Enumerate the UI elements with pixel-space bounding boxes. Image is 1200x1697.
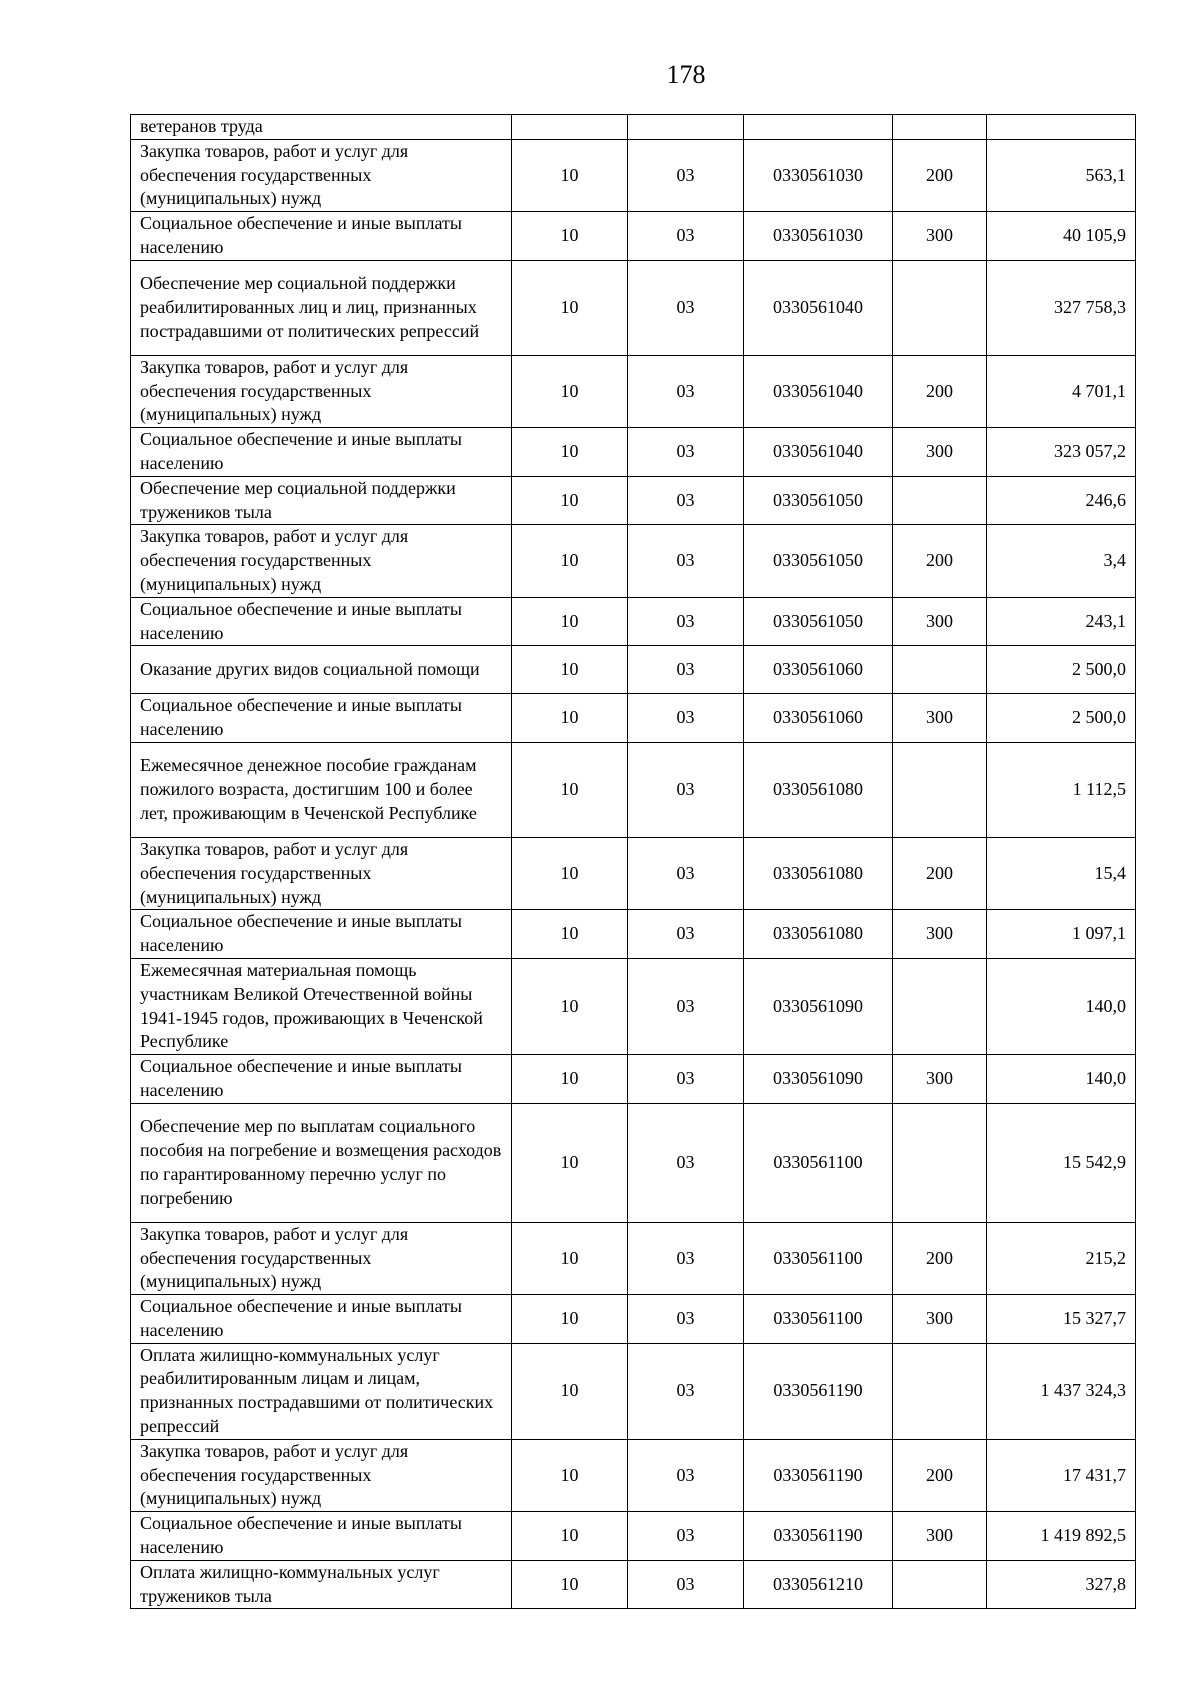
table-row <box>131 476 1136 525</box>
row-subsection: 03 <box>628 837 744 909</box>
row-target-article: 0330561040 <box>744 260 893 355</box>
row-name: Обеспечение мер социальной поддержки реабилитированных лиц и лиц, признанных пострадавшими от политических репрессий <box>131 260 512 355</box>
row-expense-type: 300 <box>893 1295 987 1344</box>
row-name: Ежемесячное денежное пособие гражданам пожилого возраста, достигшим 100 и более лет, проживающим в Чеченской Республике <box>131 742 512 837</box>
row-amount: 1 419 892,5 <box>987 1512 1136 1561</box>
row-target-article: 0330561060 <box>744 694 893 743</box>
page-number: 178 <box>666 60 706 89</box>
row-name: Социальное обеспечение и иные выплаты населению <box>131 694 512 743</box>
row-section: 10 <box>512 958 628 1054</box>
row-section: 10 <box>512 525 628 597</box>
row-amount: 3,4 <box>987 525 1136 597</box>
row-name: Оплата жилищно-коммунальных услуг реабилитированным лицам и лицам, признанных пострадавшими от политических репрессий <box>131 1343 512 1439</box>
row-section: 10 <box>512 597 628 646</box>
row-name: Ежемесячная материальная помощь участникам Великой Отечественной войны 1941-1945 годов, проживающих в Чеченской Республике <box>131 958 512 1054</box>
row-amount: 40 105,9 <box>987 212 1136 261</box>
table-row <box>131 115 1136 140</box>
row-subsection: 03 <box>628 597 744 646</box>
row-expense-type: 200 <box>893 837 987 909</box>
row-amount: 1 097,1 <box>987 910 1136 959</box>
row-subsection: 03 <box>628 355 744 427</box>
budget-table <box>130 114 1136 1609</box>
row-name: Закупка товаров, работ и услуг для обеспечения государственных (муниципальных) нужд <box>131 1439 512 1511</box>
row-section: 10 <box>512 1512 628 1561</box>
row-target-article: 0330561030 <box>744 212 893 261</box>
row-amount: 327 758,3 <box>987 260 1136 355</box>
row-amount: 2 500,0 <box>987 646 1136 694</box>
row-section: 10 <box>512 837 628 909</box>
table-row <box>131 742 1136 837</box>
table-row <box>131 1439 1136 1511</box>
row-name: Социальное обеспечение и иные выплаты населению <box>131 1512 512 1561</box>
row-expense-type <box>893 476 987 525</box>
row-expense-type: 200 <box>893 355 987 427</box>
row-target-article: 0330561050 <box>744 476 893 525</box>
row-name: Обеспечение мер по выплатам социального пособия на погребение и возмещения расходов по гарантированному перечню услуг по погребению <box>131 1103 512 1222</box>
row-section: 10 <box>512 428 628 477</box>
row-amount: 1 112,5 <box>987 742 1136 837</box>
table-row <box>131 355 1136 427</box>
row-expense-type: 300 <box>893 1512 987 1561</box>
row-amount: 246,6 <box>987 476 1136 525</box>
row-amount: 4 701,1 <box>987 355 1136 427</box>
row-target-article <box>744 115 893 140</box>
row-section: 10 <box>512 260 628 355</box>
row-expense-type: 200 <box>893 139 987 211</box>
row-expense-type: 300 <box>893 910 987 959</box>
row-target-article: 0330561040 <box>744 355 893 427</box>
table-row <box>131 597 1136 646</box>
row-target-article: 0330561090 <box>744 1055 893 1104</box>
row-subsection: 03 <box>628 428 744 477</box>
row-target-article: 0330561050 <box>744 525 893 597</box>
row-section: 10 <box>512 742 628 837</box>
row-subsection: 03 <box>628 212 744 261</box>
row-expense-type: 300 <box>893 428 987 477</box>
table-row <box>131 1343 1136 1439</box>
row-subsection: 03 <box>628 139 744 211</box>
row-target-article: 0330561080 <box>744 837 893 909</box>
row-subsection: 03 <box>628 910 744 959</box>
row-target-article: 0330561190 <box>744 1343 893 1439</box>
row-expense-type <box>893 115 987 140</box>
table-body <box>131 115 1136 1609</box>
row-subsection: 03 <box>628 525 744 597</box>
table-row <box>131 958 1136 1054</box>
row-section: 10 <box>512 212 628 261</box>
row-expense-type <box>893 958 987 1054</box>
row-section: 10 <box>512 646 628 694</box>
row-expense-type: 300 <box>893 694 987 743</box>
row-subsection: 03 <box>628 1103 744 1222</box>
row-expense-type: 300 <box>893 212 987 261</box>
row-amount: 563,1 <box>987 139 1136 211</box>
row-amount: 140,0 <box>987 1055 1136 1104</box>
row-target-article: 0330561090 <box>744 958 893 1054</box>
table-row <box>131 1295 1136 1344</box>
row-amount: 215,2 <box>987 1222 1136 1294</box>
row-expense-type <box>893 646 987 694</box>
row-expense-type <box>893 1560 987 1609</box>
row-amount: 15 542,9 <box>987 1103 1136 1222</box>
row-amount: 243,1 <box>987 597 1136 646</box>
row-section: 10 <box>512 1560 628 1609</box>
row-expense-type <box>893 1343 987 1439</box>
table-row <box>131 837 1136 909</box>
row-name: Закупка товаров, работ и услуг для обеспечения государственных (муниципальных) нужд <box>131 1222 512 1294</box>
row-target-article: 0330561190 <box>744 1512 893 1561</box>
table-row <box>131 428 1136 477</box>
row-subsection: 03 <box>628 1222 744 1294</box>
row-target-article: 0330561100 <box>744 1295 893 1344</box>
row-section <box>512 115 628 140</box>
row-amount: 15,4 <box>987 837 1136 909</box>
row-target-article: 0330561210 <box>744 1560 893 1609</box>
row-target-article: 0330561040 <box>744 428 893 477</box>
row-subsection: 03 <box>628 646 744 694</box>
table-row <box>131 1560 1136 1609</box>
row-expense-type: 200 <box>893 1222 987 1294</box>
row-name: Закупка товаров, работ и услуг для обеспечения государственных (муниципальных) нужд <box>131 525 512 597</box>
row-name: Социальное обеспечение и иные выплаты населению <box>131 1055 512 1104</box>
row-amount: 1 437 324,3 <box>987 1343 1136 1439</box>
row-expense-type: 200 <box>893 525 987 597</box>
table-row <box>131 525 1136 597</box>
row-subsection: 03 <box>628 260 744 355</box>
row-section: 10 <box>512 694 628 743</box>
row-name: Закупка товаров, работ и услуг для обеспечения государственных (муниципальных) нужд <box>131 837 512 909</box>
row-target-article: 0330561100 <box>744 1103 893 1222</box>
row-subsection <box>628 115 744 140</box>
row-subsection: 03 <box>628 958 744 1054</box>
row-subsection: 03 <box>628 1055 744 1104</box>
row-amount <box>987 115 1136 140</box>
row-section: 10 <box>512 476 628 525</box>
row-section: 10 <box>512 139 628 211</box>
table-row <box>131 646 1136 694</box>
row-subsection: 03 <box>628 1560 744 1609</box>
table-row <box>131 1222 1136 1294</box>
row-expense-type <box>893 742 987 837</box>
row-subsection: 03 <box>628 742 744 837</box>
row-name: Социальное обеспечение и иные выплаты населению <box>131 597 512 646</box>
row-expense-type <box>893 260 987 355</box>
row-section: 10 <box>512 355 628 427</box>
row-subsection: 03 <box>628 1295 744 1344</box>
row-target-article: 0330561030 <box>744 139 893 211</box>
row-section: 10 <box>512 1222 628 1294</box>
row-section: 10 <box>512 1295 628 1344</box>
row-target-article: 0330561100 <box>744 1222 893 1294</box>
table-row <box>131 1055 1136 1104</box>
row-target-article: 0330561050 <box>744 597 893 646</box>
row-subsection: 03 <box>628 476 744 525</box>
row-amount: 323 057,2 <box>987 428 1136 477</box>
row-target-article: 0330561190 <box>744 1439 893 1511</box>
row-name: Обеспечение мер социальной поддержки тружеников тыла <box>131 476 512 525</box>
row-subsection: 03 <box>628 1512 744 1561</box>
row-expense-type <box>893 1103 987 1222</box>
row-name: Оплата жилищно-коммунальных услуг тружеников тыла <box>131 1560 512 1609</box>
table-row <box>131 212 1136 261</box>
row-amount: 140,0 <box>987 958 1136 1054</box>
row-name: ветеранов труда <box>131 115 512 140</box>
row-section: 10 <box>512 1343 628 1439</box>
row-name: Закупка товаров, работ и услуг для обеспечения государственных (муниципальных) нужд <box>131 139 512 211</box>
row-amount: 17 431,7 <box>987 1439 1136 1511</box>
table-row <box>131 139 1136 211</box>
row-target-article: 0330561060 <box>744 646 893 694</box>
row-target-article: 0330561080 <box>744 910 893 959</box>
row-name: Закупка товаров, работ и услуг для обеспечения государственных (муниципальных) нужд <box>131 355 512 427</box>
table-row <box>131 1103 1136 1222</box>
row-name: Социальное обеспечение и иные выплаты населению <box>131 910 512 959</box>
table-row <box>131 694 1136 743</box>
row-name: Социальное обеспечение и иные выплаты населению <box>131 428 512 477</box>
row-section: 10 <box>512 1055 628 1104</box>
table-row <box>131 1512 1136 1561</box>
row-name: Социальное обеспечение и иные выплаты населению <box>131 1295 512 1344</box>
row-subsection: 03 <box>628 1439 744 1511</box>
row-expense-type: 200 <box>893 1439 987 1511</box>
row-subsection: 03 <box>628 1343 744 1439</box>
row-name: Оказание других видов социальной помощи <box>131 646 512 694</box>
row-name: Социальное обеспечение и иные выплаты населению <box>131 212 512 261</box>
row-target-article: 0330561080 <box>744 742 893 837</box>
table-row <box>131 260 1136 355</box>
row-amount: 2 500,0 <box>987 694 1136 743</box>
row-amount: 327,8 <box>987 1560 1136 1609</box>
row-section: 10 <box>512 910 628 959</box>
row-subsection: 03 <box>628 694 744 743</box>
row-amount: 15 327,7 <box>987 1295 1136 1344</box>
row-section: 10 <box>512 1103 628 1222</box>
row-expense-type: 300 <box>893 1055 987 1104</box>
row-section: 10 <box>512 1439 628 1511</box>
row-expense-type: 300 <box>893 597 987 646</box>
table-row <box>131 910 1136 959</box>
